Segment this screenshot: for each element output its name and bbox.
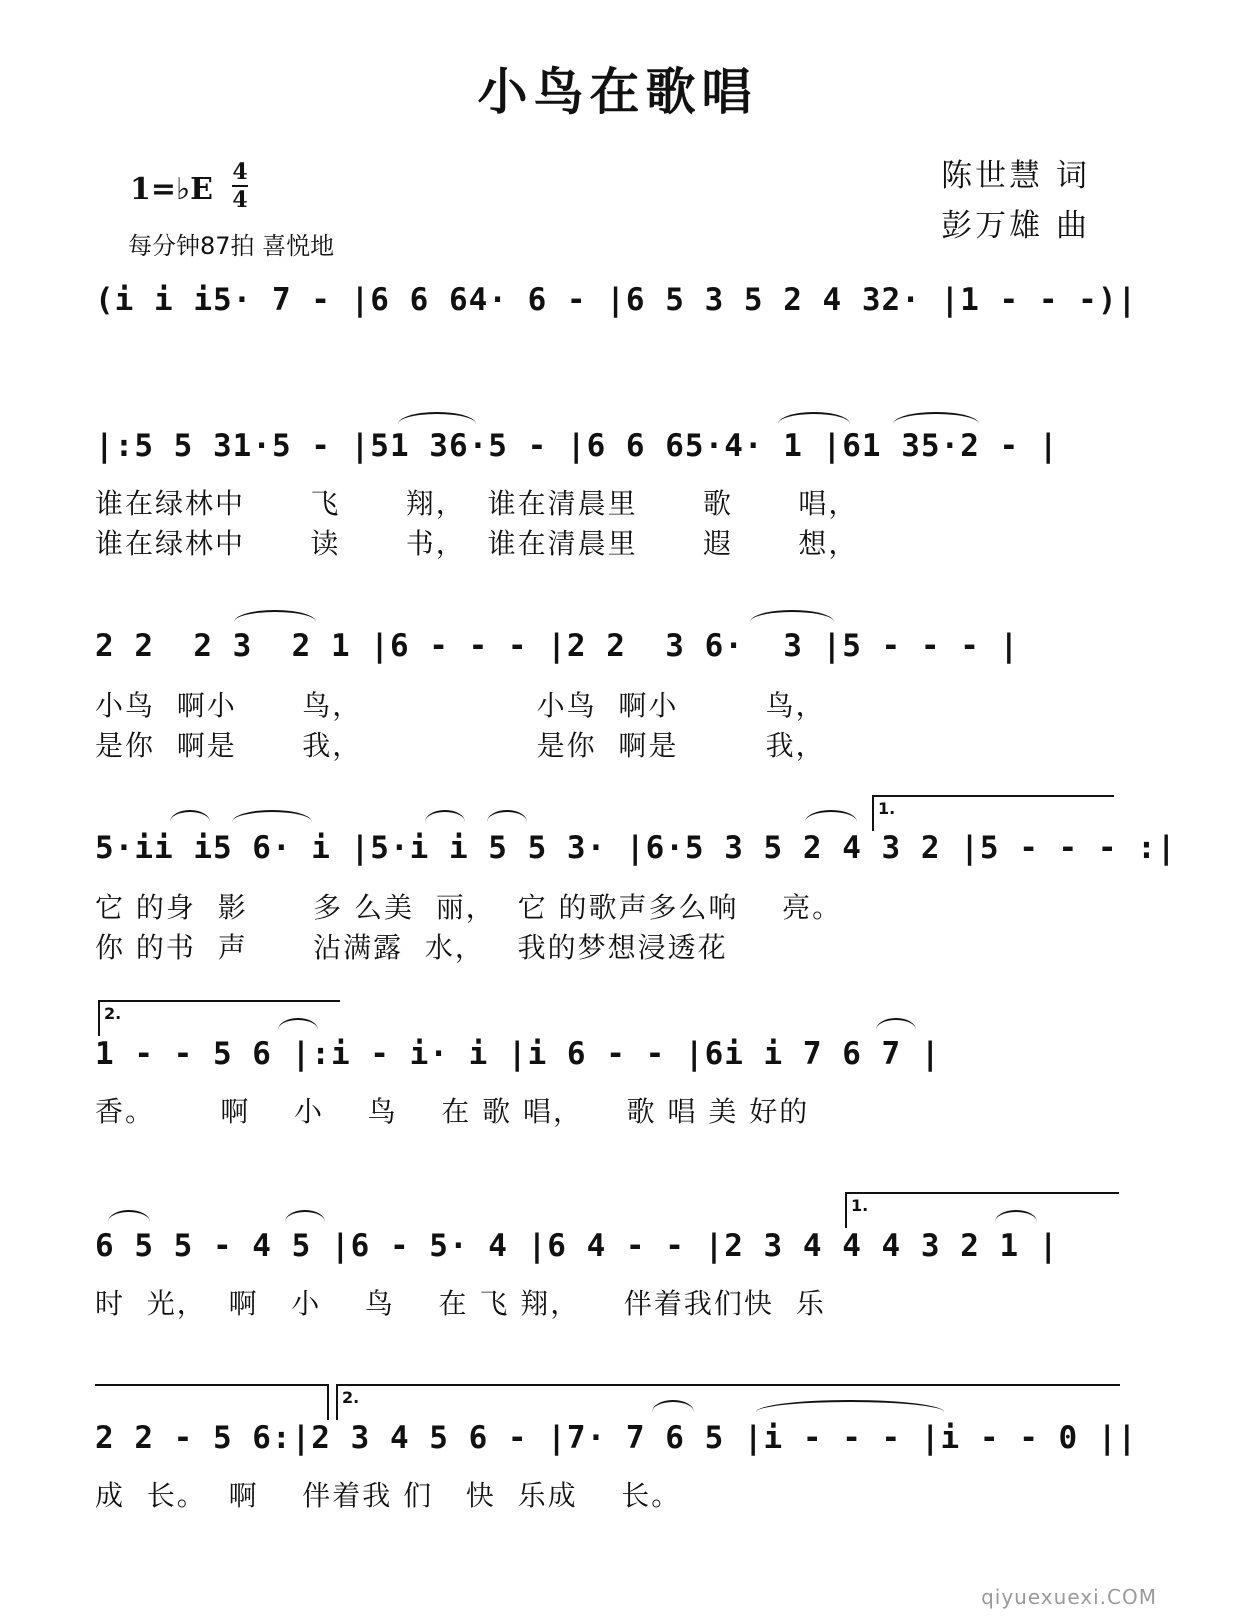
lyrics-line-4-verse-1: 它 的身 影 多 么美 丽， 它 的歌声多么响 亮。 [95,891,843,924]
time-signature-top: 4 [232,159,248,185]
second-ending-label-2: 2. [342,1388,360,1407]
lyricist-credit: 陈世慧 词 [941,158,1090,194]
notation-line-1: (i i i5· 7 - |6 6 64· 6 - |6 5 3 5 2 4 32· |1 - - -)| [95,282,1138,318]
site-watermark: qiyuexuexi.COM [981,1585,1157,1609]
notation-line-5: 1 - - 5 6 |:i - i· i |i 6 - - |6i i 7 6 7 | [95,1036,941,1072]
song-title: 小鸟在歌唱 [477,62,758,121]
lyrics-line-2-verse-2: 谁在绿林中 读 书， 谁在清晨里 遐 想， [95,527,859,560]
time-signature [232,160,248,212]
notation-line-7: 2 2 - 5 6:|2 3 4 5 6 - |7· 7 6 5 |i - - - |i - - 0 || [95,1420,1138,1456]
notation-line-3: 2 2 2 3 2 1 |6 - - - |2 2 3 6· 3 |5 - - - | [95,628,1020,664]
key-signature: 1=♭E [130,172,214,207]
lyrics-line-3-verse-2: 是你 啊是 我， 是你 啊是 我， [95,729,826,762]
first-ending-label-2: 1. [851,1196,869,1215]
tempo-marking: 每分钟87拍 喜悦地 [128,232,335,260]
first-ending-bracket-continued [95,1384,329,1420]
lyrics-line-5: 香。 啊 小 鸟 在 歌 唱， 歌 唱 美 好的 [95,1095,810,1128]
first-ending-bracket [845,1192,1119,1228]
second-ending-label: 2. [104,1004,122,1023]
notation-line-2: |:5 5 31·5 - |51 36·5 - |6 6 65·4· 1 |61 35·2 - | [95,428,1059,464]
lyrics-line-2-verse-1: 谁在绿林中 飞 翔， 谁在清晨里 歌 唱， [95,487,859,520]
composer-credit: 彭万雄 曲 [941,208,1090,244]
notation-line-4: 5·ii i5 6· i |5·i i 5 5 3· |6·5 3 5 2 4 3 2 |5 - - - :| [95,830,1177,866]
first-ending-bracket [872,795,1114,831]
first-ending-label: 1. [878,799,896,818]
time-signature-bottom: 4 [232,187,248,213]
lyrics-line-7: 成 长。 啊 伴着我 们 快 乐成 长。 [95,1479,682,1512]
second-ending-bracket [336,1384,1120,1420]
lyrics-line-4-verse-2: 你 的书 声 沾满露 水， 我的梦想浸透花 [95,931,728,964]
lyrics-line-6: 时 光， 啊 小 鸟 在 飞 翔， 伴着我们快 乐 [95,1287,826,1320]
lyrics-line-3-verse-1: 小鸟 啊小 鸟， 小鸟 啊小 鸟， [95,689,826,722]
notation-line-6: 6 5 5 - 4 5 |6 - 5· 4 |6 4 - - |2 3 4 4 4 3 2 1 | [95,1228,1059,1264]
